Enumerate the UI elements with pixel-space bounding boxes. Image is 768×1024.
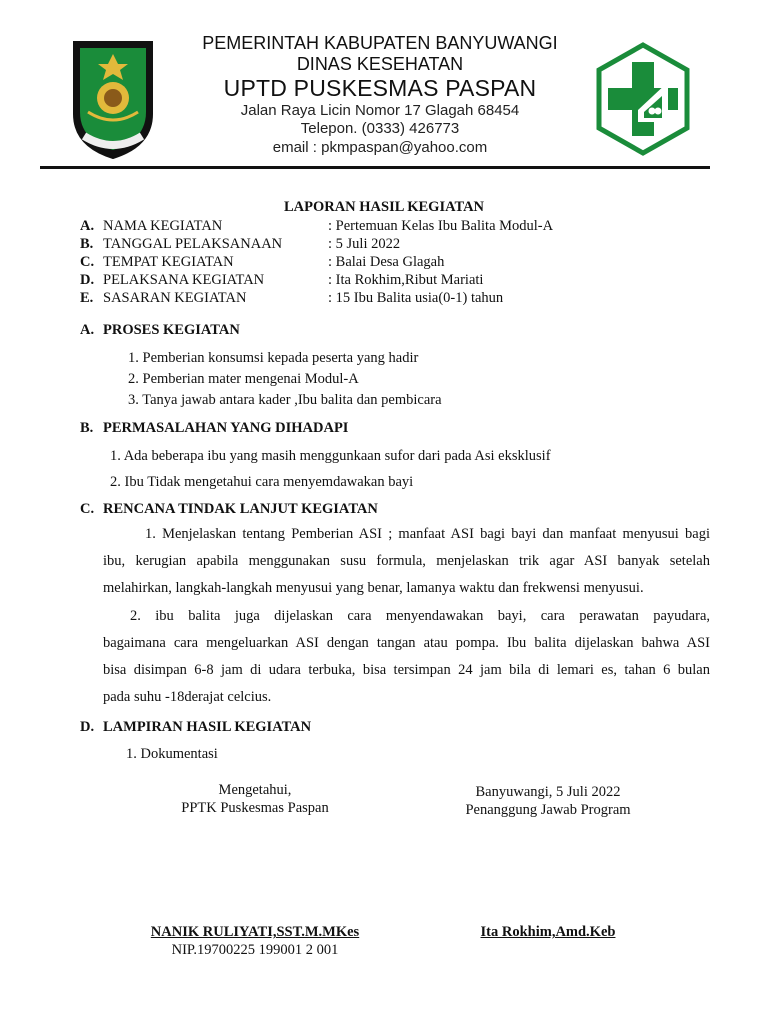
field-letter: D.	[80, 272, 95, 288]
paragraph-line: melahirkan, langkah-langkah menyusui yang benar, lamanya waktu dan frekwensi menyusui.	[103, 580, 644, 596]
signature-left-nip: NIP.19700225 199001 2 001	[171, 942, 339, 958]
signature-left-caption: Mengetahui,	[218, 782, 292, 798]
section-letter: C.	[80, 501, 95, 517]
letterhead-address: Jalan Raya Licin Nomor 17 Glagah 68454	[240, 102, 520, 119]
signature-right-role: Penanggung Jawab Program	[465, 802, 631, 818]
list-item: 1. Pemberian konsumsi kepada peserta yang hadir	[128, 350, 419, 366]
field-value: : Pertemuan Kelas Ibu Balita Modul-A	[328, 218, 554, 234]
section-heading-permasalahan: PERMASALAHAN YANG DIHADAPI	[103, 420, 349, 436]
report-title: LAPORAN HASIL KEGIATAN	[283, 199, 485, 215]
paragraph-line: ibu, kerugian apabila menggunakan susu formula, menjelaskan trik agar ASI banyak setelah	[103, 553, 710, 569]
section-letter: D.	[80, 719, 95, 735]
field-letter: E.	[80, 290, 94, 306]
field-letter: C.	[80, 254, 95, 270]
paragraph-line: bagaimana cara mengeluarkan ASI dengan tangan atau pompa. Ibu balita dijelaskan bahwa ASI	[103, 635, 710, 651]
field-letter: B.	[80, 236, 94, 252]
paragraph-line: 1. Menjelaskan tentang Pemberian ASI ; manfaat ASI bagi bayi dan manfaat menyusui bagi	[145, 526, 710, 542]
section-heading-rencana: RENCANA TINDAK LANJUT KEGIATAN	[103, 501, 378, 517]
field-value: : Ita Rokhim,Ribut Mariati	[328, 272, 484, 288]
section-heading-lampiran: LAMPIRAN HASIL KEGIATAN	[103, 719, 312, 735]
paragraph-line: 2. ibu balita juga dijelaskan cara menyendawakan bayi, cara perawatan payudara,	[130, 608, 710, 624]
list-item: 1. Ada beberapa ibu yang masih menggunkaan sufor dari pada Asi eksklusif	[110, 448, 551, 464]
field-label: SASARAN KEGIATAN	[103, 290, 247, 306]
field-label: PELAKSANA KEGIATAN	[103, 272, 265, 288]
list-item: 3. Tanya jawab antara kader ,Ibu balita dan pembicara	[128, 392, 442, 408]
letterhead-department: DINAS KESEHATAN	[296, 54, 464, 74]
field-label: NAMA KEGIATAN	[103, 218, 223, 234]
field-letter: A.	[80, 218, 95, 234]
section-letter: A.	[80, 322, 95, 338]
letterhead-divider	[40, 166, 710, 169]
field-value: : Balai Desa Glagah	[328, 254, 445, 270]
letterhead-email: email : pkmpaspan@yahoo.com	[272, 139, 488, 156]
section-letter: B.	[80, 420, 94, 436]
letterhead-phone: Telepon. (0333) 426773	[300, 120, 460, 137]
list-item: 2. Pemberian mater mengenai Modul-A	[128, 371, 359, 387]
list-item: 2. Ibu Tidak mengetahui cara menyemdawakan bayi	[110, 474, 414, 490]
field-value: : 5 Juli 2022	[328, 236, 401, 252]
signature-left-name: NANIK RULIYATI,SST.M.MKes	[150, 924, 360, 940]
paragraph-line: pada suhu -18derajat celcius.	[103, 689, 272, 705]
field-value: : 15 Ibu Balita usia(0-1) tahun	[328, 290, 504, 306]
puskesmas-logo	[596, 42, 690, 156]
signature-right-date: Banyuwangi, 5 Juli 2022	[475, 784, 621, 800]
letterhead-institution: UPTD PUSKESMAS PASPAN	[223, 75, 537, 101]
plan-paragraph-2	[103, 603, 710, 711]
signature-right-name: Ita Rokhim,Amd.Keb	[480, 924, 616, 940]
section-heading-proses: PROSES KEGIATAN	[103, 322, 240, 338]
regency-seal-logo	[66, 36, 160, 162]
plan-paragraph-1	[103, 521, 710, 602]
paragraph-line: bisa disimpan 6-8 jam di udara terbuka, bisa tersimpan 24 jam bila di lemari es, tahan 6 bulan	[103, 662, 710, 678]
list-item: 1. Dokumentasi	[126, 746, 218, 762]
signature-left-role: PPTK Puskesmas Paspan	[181, 800, 329, 816]
letterhead-government: PEMERINTAH KABUPATEN BANYUWANGI	[202, 33, 558, 53]
field-label: TEMPAT KEGIATAN	[103, 254, 234, 270]
field-label: TANGGAL PELAKSANAAN	[103, 236, 283, 252]
